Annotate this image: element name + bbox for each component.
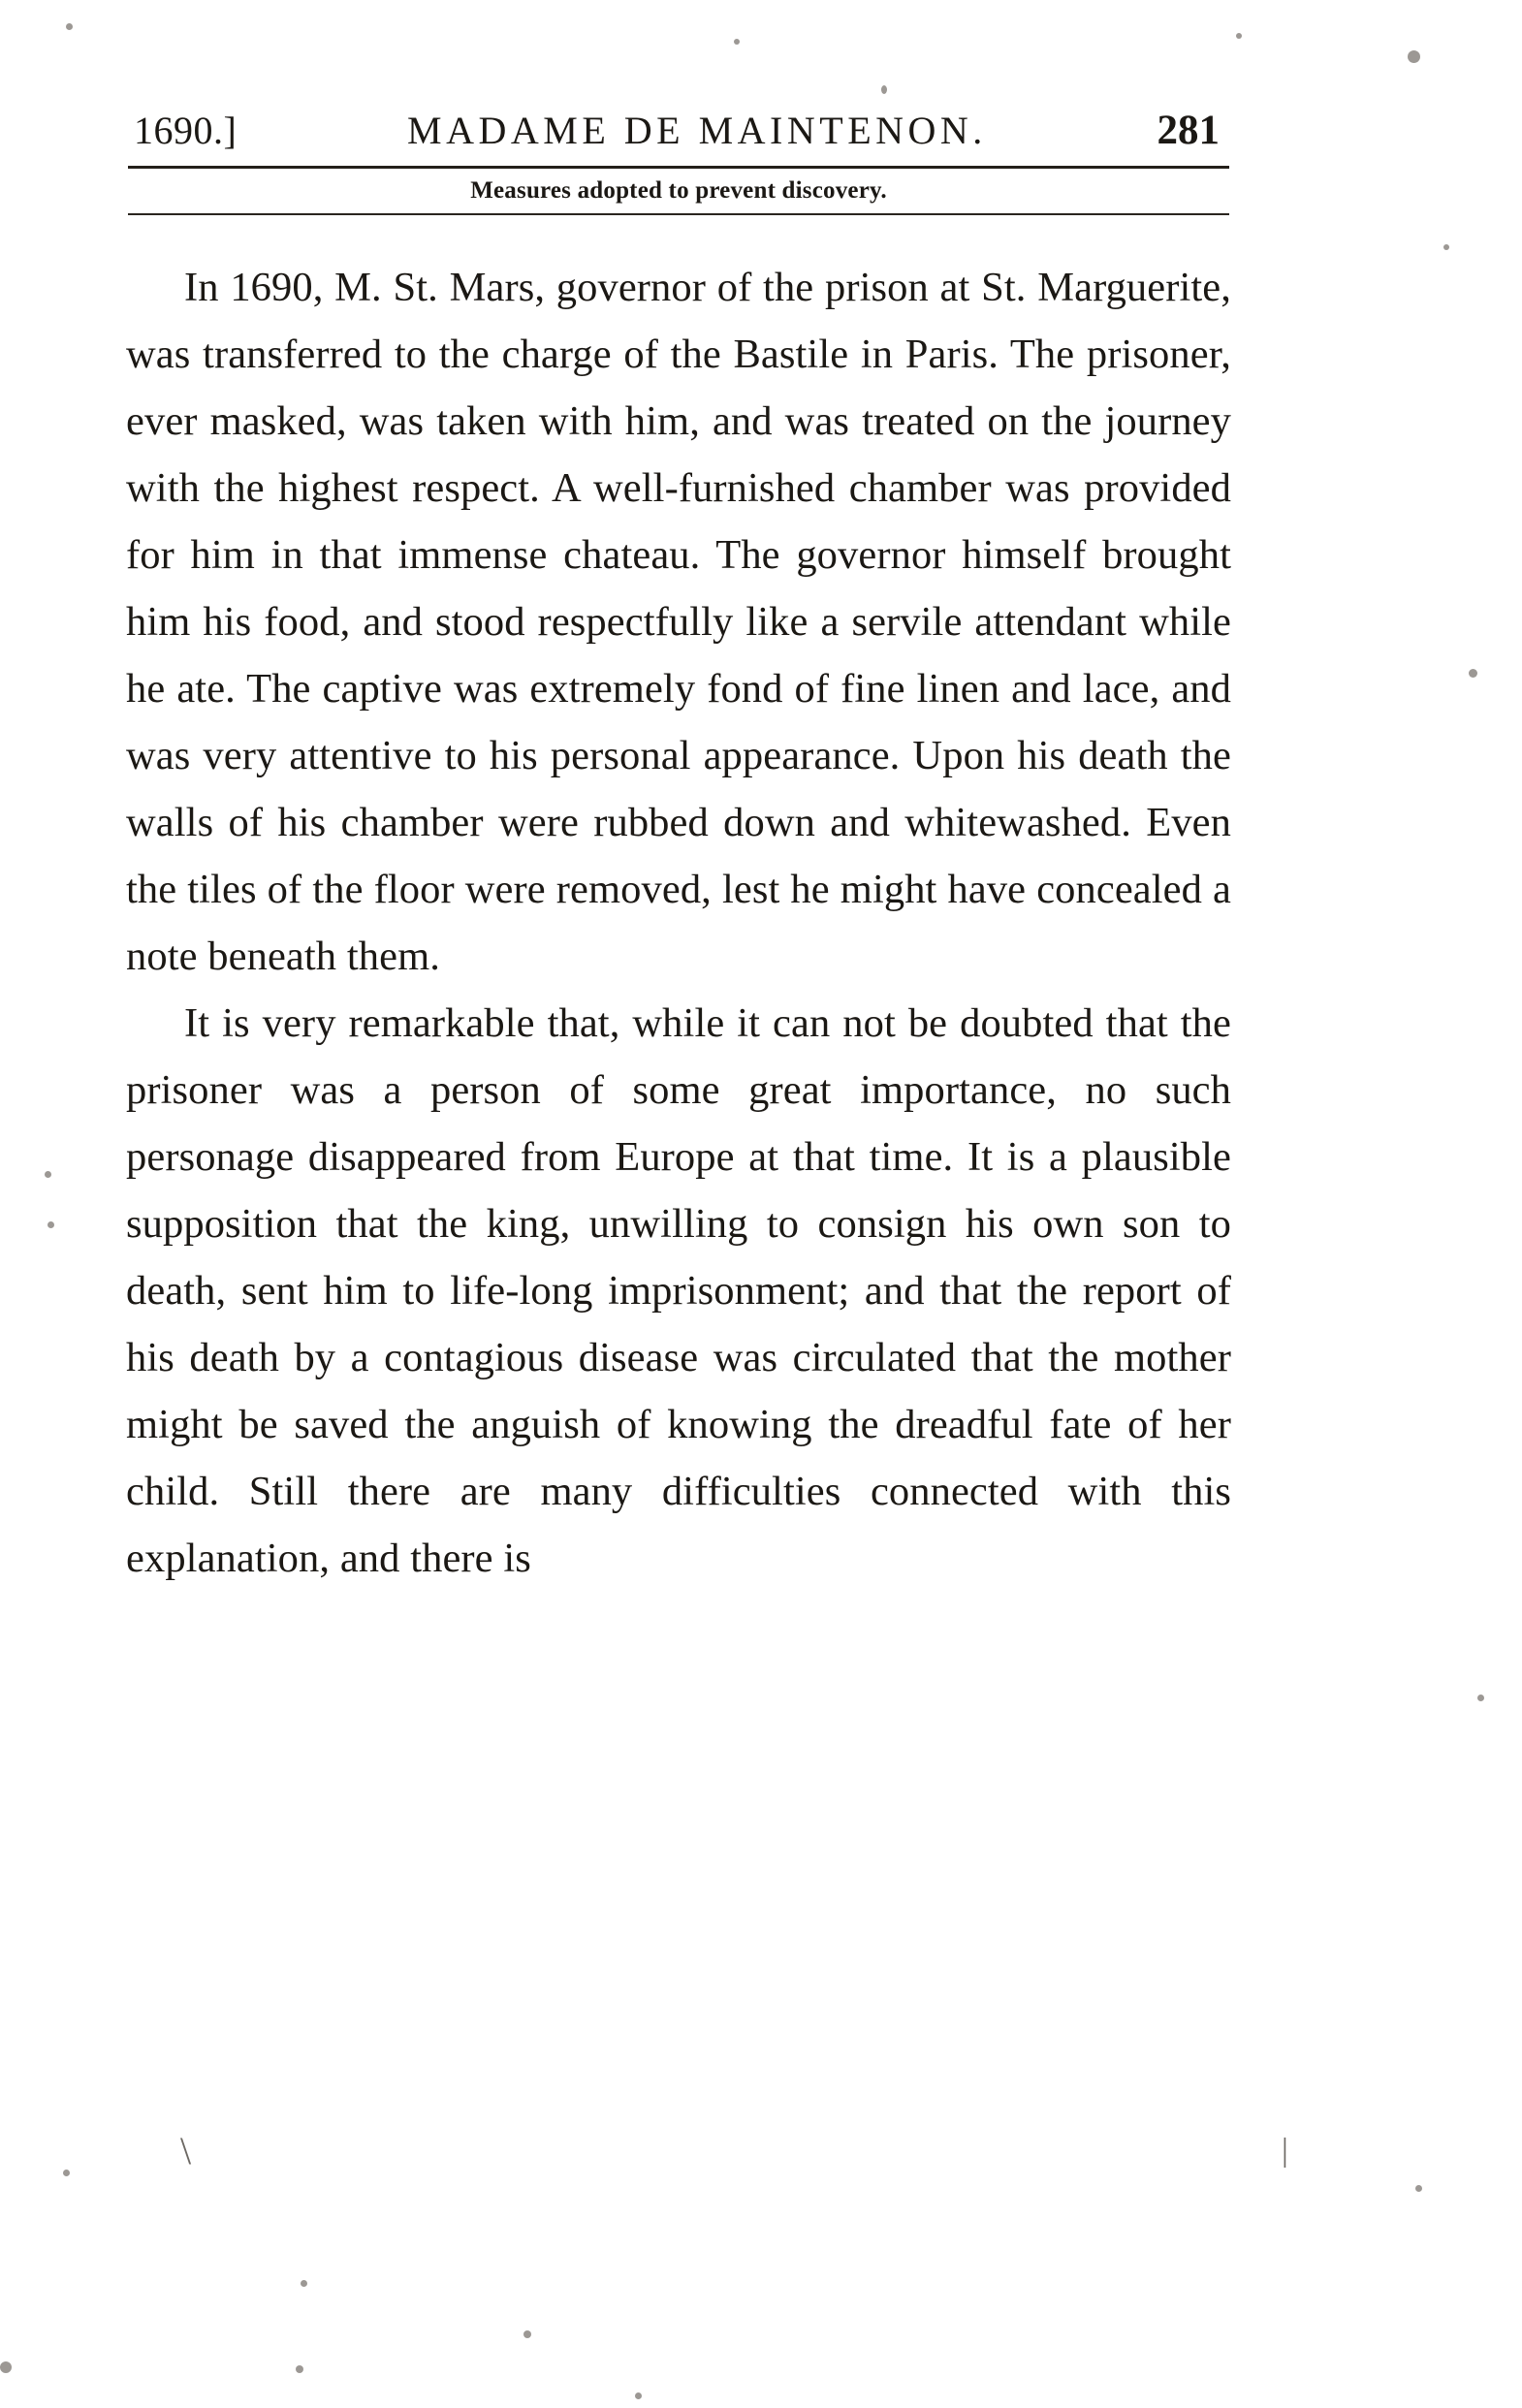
header-rule-bottom [128,213,1229,215]
running-head-year: 1690.] [134,109,238,152]
paragraph: In 1690, M. St. Mars, governor of the prison at St. Marguerite, was transferred to the charge of the Bastile in Paris. The prisoner, ever masked, was taken with him, and was treated on the journey with the highest respect. A well-furnished chamber was provided for him in that immense chateau. The governor himself brought him his food, and stood respectfully like a servile attendant while he ate. The captive was extremely fond of fine linen and lace, and was very attentive to his personal appearance. Upon his death the walls of his chamber were rubbed down and whitewashed. Even the tiles of the floor were removed, lest he might have concealed a note beneath them. [126,265,1231,979]
scan-speck [301,2280,307,2287]
scan-speck [881,85,887,94]
scan-speck [1408,50,1420,63]
stray-rule-mark: | [1282,2133,1288,2169]
scan-speck [48,1221,54,1228]
page-number: 281 [1157,108,1220,153]
scan-speck [45,1171,51,1178]
running-head [126,107,1231,154]
scan-speck [523,2330,531,2338]
stray-pen-mark: \ [180,2129,192,2172]
scan-speck [1469,669,1477,678]
scan-speck [1443,244,1449,250]
scan-speck [63,2170,70,2176]
section-subheading: Measures adopted to prevent discovery. [470,177,887,204]
scan-speck [1415,2185,1422,2192]
scan-speck [296,2365,303,2373]
scan-speck [1236,33,1242,39]
running-head-title: MADAME DE MAINTENON. [407,109,987,152]
page-content [126,107,1231,1592]
paragraph: It is very remarkable that, while it can not be doubted that the prisoner was a person of some great importance, no such personage disappeared from Europe at that time. It is a plausible supposition that the king, unwilling to consign his own son to death, sent him to life-long imprisonment; and that the report of his death by a contagious disease was circulated that the mother might be saved the anguish of knowing the dreadful fate of her child. Still there are many difficulties connected with this explanation, and there is [126,1000,1231,1581]
body-text [126,254,1231,1592]
scan-speck [734,39,740,45]
scan-speck [1477,1695,1484,1701]
scan-speck [635,2392,642,2399]
header-rule-top [128,166,1229,169]
scan-speck [66,23,73,30]
scan-speck [0,2361,12,2373]
